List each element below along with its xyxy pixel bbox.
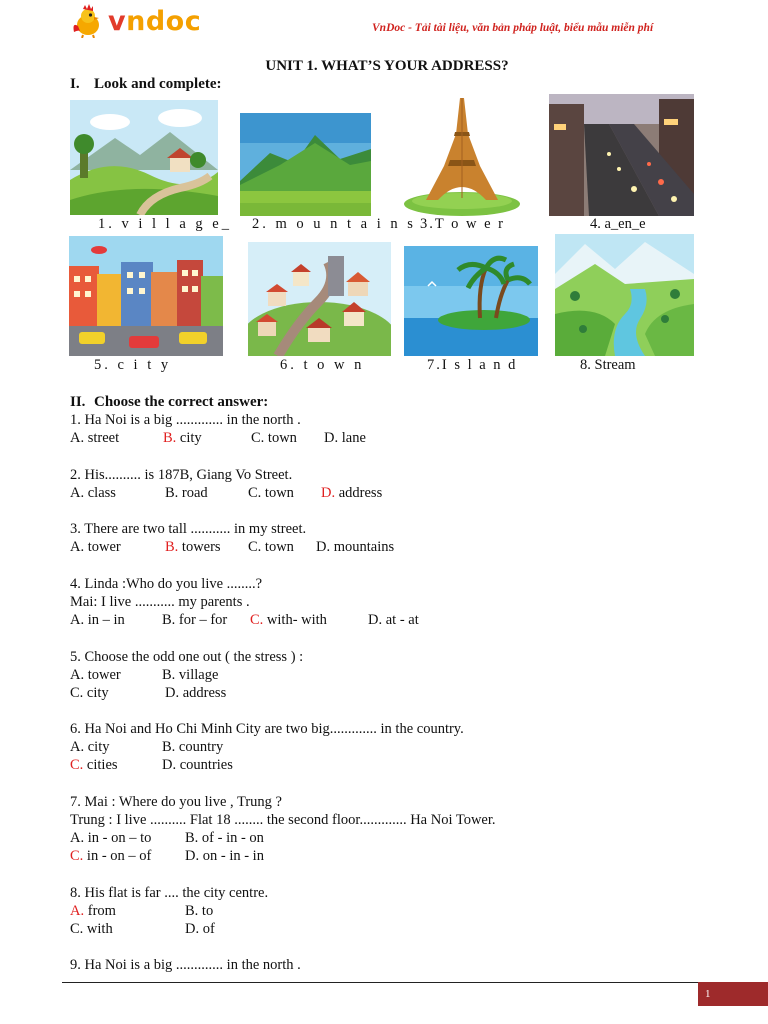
q5-option-b[interactable] bbox=[162, 666, 218, 684]
option-text: in - on – of bbox=[83, 848, 152, 864]
q8-option-c[interactable] bbox=[70, 920, 113, 938]
caption-number: 5. bbox=[94, 357, 111, 373]
q4-option-a[interactable] bbox=[70, 611, 125, 629]
city-picture bbox=[69, 236, 223, 356]
picture-caption-4 bbox=[590, 216, 646, 233]
option-letter: B. bbox=[185, 830, 199, 846]
option-text: city bbox=[176, 430, 202, 446]
q3-option-a[interactable] bbox=[70, 538, 121, 556]
question-7: 7. Mai : Where do you live , Trung ? bbox=[70, 794, 282, 810]
caption-number: 4. bbox=[590, 216, 601, 232]
q5-option-a[interactable] bbox=[70, 666, 121, 684]
picture-caption-5 bbox=[94, 357, 171, 374]
caption-word: I s l a n d bbox=[441, 357, 518, 373]
option-letter: D. bbox=[368, 612, 383, 628]
option-letter: C. bbox=[251, 430, 265, 446]
question-5: 5. Choose the odd one out ( the stress ) : bbox=[70, 649, 304, 665]
mountains-picture bbox=[240, 113, 371, 216]
question-4: 4. Linda :Who do you live ........? bbox=[70, 576, 263, 592]
option-text: to bbox=[198, 903, 214, 919]
option-text: with bbox=[83, 921, 113, 937]
option-letter: D. bbox=[185, 848, 200, 864]
option-letter: A. bbox=[70, 739, 85, 755]
section-2-heading bbox=[70, 394, 268, 411]
option-text: of bbox=[199, 921, 215, 937]
option-text: from bbox=[84, 903, 116, 919]
question-6: 6. Ha Noi and Ho Chi Minh City are two big............. in the country. bbox=[70, 721, 464, 737]
option-letter: C. bbox=[248, 539, 262, 555]
picture-caption-6 bbox=[280, 357, 364, 374]
vndoc-logo[interactable] bbox=[70, 2, 215, 40]
caption-number: 6. bbox=[280, 357, 297, 373]
q7-option-d[interactable] bbox=[185, 847, 264, 865]
q6-option-c[interactable] bbox=[70, 756, 118, 774]
brand-letter-c: c bbox=[184, 5, 202, 37]
caption-word: T o w e r bbox=[434, 216, 505, 232]
option-letter: B. bbox=[162, 739, 176, 755]
option-letter-correct: C. bbox=[250, 612, 264, 628]
option-letter: A. bbox=[70, 667, 85, 683]
option-letter: A. bbox=[70, 430, 85, 446]
caption-number: 7. bbox=[427, 357, 442, 373]
caption-number: 3. bbox=[420, 216, 435, 232]
option-letter: D. bbox=[316, 539, 331, 555]
question-4-line-2: Mai: I live ........... my parents . bbox=[70, 594, 250, 610]
q6-option-d[interactable] bbox=[162, 756, 233, 774]
option-text: towers bbox=[178, 539, 221, 555]
option-text: class bbox=[84, 485, 116, 501]
q1-option-d[interactable] bbox=[324, 429, 366, 447]
q3-option-b[interactable] bbox=[165, 538, 221, 556]
q7-option-a[interactable] bbox=[70, 829, 151, 847]
footer-rule bbox=[62, 982, 698, 983]
option-letter: B. bbox=[162, 667, 176, 683]
picture-caption-2 bbox=[252, 216, 416, 233]
option-text: street bbox=[84, 430, 120, 446]
picture-caption-3 bbox=[420, 216, 505, 233]
option-letter: C. bbox=[70, 921, 84, 937]
option-text: of - in - on bbox=[198, 830, 264, 846]
option-letter: B. bbox=[185, 903, 199, 919]
option-letter: D. bbox=[165, 685, 180, 701]
picture-caption-7 bbox=[427, 357, 517, 374]
q2-option-a[interactable] bbox=[70, 484, 116, 502]
option-text: countries bbox=[176, 757, 233, 773]
brand-name bbox=[108, 6, 201, 37]
option-text: in – in bbox=[84, 612, 125, 628]
brand-letter-n: n bbox=[126, 5, 146, 37]
option-text: address bbox=[335, 485, 383, 501]
tower-picture bbox=[388, 94, 536, 216]
option-text: for – for bbox=[175, 612, 228, 628]
q5-option-c[interactable] bbox=[70, 684, 109, 702]
q8-option-a[interactable] bbox=[70, 902, 116, 920]
q2-option-d[interactable] bbox=[321, 484, 382, 502]
option-text: at - at bbox=[382, 612, 419, 628]
option-letter: D. bbox=[324, 430, 339, 446]
caption-number: 8. bbox=[580, 357, 591, 373]
option-text: with- with bbox=[263, 612, 327, 628]
caption-number: 2. bbox=[252, 216, 269, 232]
option-letter: B. bbox=[165, 485, 179, 501]
header-tagline: VnDoc - Tải tài liệu, văn bản pháp luật, biểu mẫu miễn phí bbox=[372, 22, 654, 34]
section-label: Choose the correct answer: bbox=[94, 394, 269, 410]
option-letter: C. bbox=[248, 485, 262, 501]
option-letter: A. bbox=[70, 830, 85, 846]
avenue-picture bbox=[549, 94, 694, 216]
question-9: 9. Ha Noi is a big ............. in the north . bbox=[70, 957, 301, 973]
option-letter-correct: D. bbox=[321, 485, 336, 501]
q2-option-c[interactable] bbox=[248, 484, 294, 502]
section-number: I. bbox=[70, 76, 80, 92]
page-number: 1 bbox=[698, 982, 768, 1006]
option-letter: D. bbox=[185, 921, 200, 937]
option-text: village bbox=[175, 667, 219, 683]
brand-letter-d: d bbox=[145, 5, 166, 37]
option-text: mountains bbox=[330, 539, 395, 555]
option-letter: C. bbox=[70, 685, 84, 701]
page-title: UNIT 1. WHAT’S YOUR ADDRESS? bbox=[265, 58, 509, 74]
brand-letter-v: v bbox=[108, 5, 127, 37]
brand-letter-o: o bbox=[165, 5, 185, 37]
q7-option-c[interactable] bbox=[70, 847, 151, 865]
option-letter-correct: C. bbox=[70, 757, 84, 773]
question-1: 1. Ha Noi is a big ............. in the north . bbox=[70, 412, 301, 428]
caption-word: Stream bbox=[594, 357, 636, 373]
option-text: address bbox=[179, 685, 227, 701]
rooster-mascot-icon bbox=[70, 4, 106, 38]
option-text: town bbox=[261, 539, 294, 555]
q5-option-d[interactable] bbox=[165, 684, 226, 702]
option-letter-correct: B. bbox=[163, 430, 177, 446]
q3-option-d[interactable] bbox=[316, 538, 394, 556]
q2-option-b[interactable] bbox=[165, 484, 208, 502]
caption-word: t o w n bbox=[303, 357, 365, 373]
question-2: 2. His.......... is 187B, Giang Vo Street. bbox=[70, 467, 293, 483]
picture-caption-1 bbox=[98, 216, 232, 233]
option-text: road bbox=[178, 485, 208, 501]
q1-option-c[interactable] bbox=[251, 429, 297, 447]
question-8: 8. His flat is far .... the city centre. bbox=[70, 885, 269, 901]
option-letter: A. bbox=[70, 539, 85, 555]
option-letter: D. bbox=[162, 757, 177, 773]
option-text: tower bbox=[84, 539, 121, 555]
option-text: town bbox=[264, 430, 297, 446]
option-letter: A. bbox=[70, 612, 85, 628]
option-text: city bbox=[84, 739, 110, 755]
q4-option-d[interactable] bbox=[368, 611, 419, 629]
island-picture bbox=[404, 246, 538, 356]
q1-option-a[interactable] bbox=[70, 429, 119, 447]
option-letter: B. bbox=[162, 612, 176, 628]
option-letter-correct: C. bbox=[70, 848, 84, 864]
section-1-heading bbox=[70, 76, 222, 93]
caption-word: a_en_e bbox=[604, 216, 646, 232]
section-label: Look and complete: bbox=[94, 76, 222, 92]
q7-option-b[interactable] bbox=[185, 829, 264, 847]
option-text: in - on – to bbox=[84, 830, 152, 846]
caption-word: v i l l a g e_ bbox=[121, 216, 232, 232]
option-letter: A. bbox=[70, 485, 85, 501]
stream-picture bbox=[555, 234, 694, 356]
option-text: on - in - in bbox=[199, 848, 264, 864]
town-picture bbox=[248, 242, 391, 356]
question-7-line-2: Trung : I live .......... Flat 18 ........ the second floor............. Ha Noi Tower. bbox=[70, 812, 496, 828]
option-text: lane bbox=[338, 430, 366, 446]
picture-caption-8 bbox=[580, 357, 636, 374]
q4-option-c[interactable] bbox=[250, 611, 327, 629]
option-letter-correct: B. bbox=[165, 539, 179, 555]
q6-option-a[interactable] bbox=[70, 738, 109, 756]
caption-word: c i t y bbox=[117, 357, 172, 373]
option-text: town bbox=[261, 485, 294, 501]
option-text: tower bbox=[84, 667, 121, 683]
caption-word: m o u n t a i n s bbox=[275, 216, 416, 232]
q4-option-b[interactable] bbox=[162, 611, 227, 629]
option-text: city bbox=[83, 685, 109, 701]
option-text: country bbox=[175, 739, 224, 755]
village-picture bbox=[70, 100, 218, 215]
q3-option-c[interactable] bbox=[248, 538, 294, 556]
q6-option-b[interactable] bbox=[162, 738, 223, 756]
option-text: cities bbox=[83, 757, 118, 773]
question-3: 3. There are two tall ........... in my street. bbox=[70, 521, 307, 537]
section-number: II. bbox=[70, 394, 86, 410]
option-letter-correct: A. bbox=[70, 903, 85, 919]
q1-option-b[interactable] bbox=[163, 429, 202, 447]
caption-number: 1. bbox=[98, 216, 115, 232]
q8-option-b[interactable] bbox=[185, 902, 213, 920]
q8-option-d[interactable] bbox=[185, 920, 215, 938]
